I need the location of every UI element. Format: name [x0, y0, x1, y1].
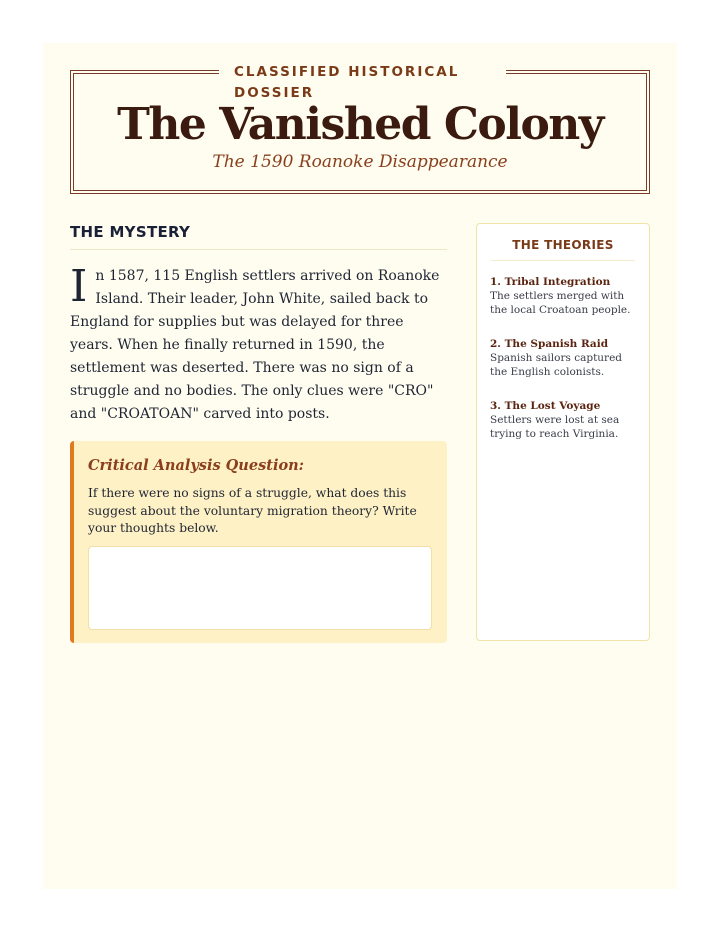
critical-question-box [70, 441, 447, 643]
header-tag-wrap [219, 62, 506, 104]
theory-description: The settlers merged with the local Croatoan people. [490, 290, 631, 316]
theory-item [490, 337, 635, 379]
theory-item [490, 399, 635, 441]
theories-heading: THE THEORIES [491, 238, 635, 261]
theory-description: Spanish sailors captured the English colonists. [490, 352, 623, 378]
question-title: Critical Analysis Question: [88, 457, 305, 474]
theories-panel [476, 223, 650, 641]
theory-description: Settlers were lost at sea trying to reach Virginia. [490, 414, 620, 440]
theory-item [490, 275, 635, 317]
page-subtitle: The 1590 Roanoke Disappearance [212, 152, 508, 172]
dossier-page [43, 43, 677, 889]
mystery-paragraph [70, 261, 447, 426]
mystery-body: n 1587, 115 English settlers arrived on Roanoke Island. Their leader, John White, sailed back to England for supplies but was delayed for three years. When he finally returned in 1590, the settlement was deserted. There was no sign of a struggle and no bodies. The only clues were "CRO" and "CROATOAN" carved into posts. [70, 268, 440, 422]
question-text: If there were no signs of a struggle, what does this suggest about the voluntary migration theory? Write your thoughts below. [88, 486, 417, 535]
theory-name: 2. The Spanish Raid [490, 338, 609, 350]
page-title: The Vanished Colony [117, 99, 603, 150]
theory-name: 1. Tribal Integration [490, 276, 611, 288]
dossier-header [70, 64, 650, 194]
mystery-heading: THE MYSTERY [70, 223, 447, 250]
drop-cap: I [70, 261, 88, 312]
classified-tag: CLASSIFIED HISTORICAL DOSSIER [234, 64, 460, 101]
answer-textarea[interactable] [88, 546, 432, 630]
theory-name: 3. The Lost Voyage [490, 400, 601, 412]
mystery-section [70, 223, 447, 643]
